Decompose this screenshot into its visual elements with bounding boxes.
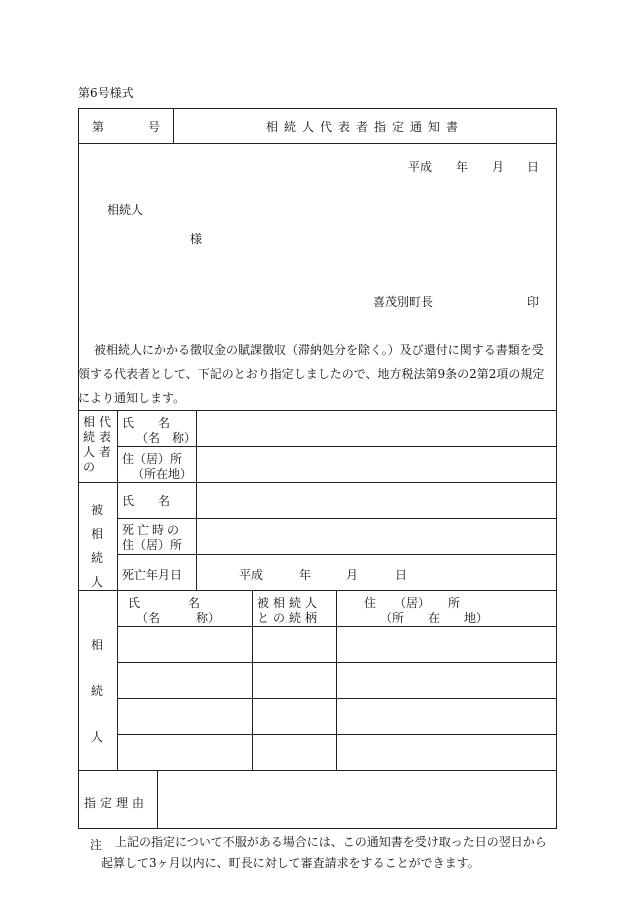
deceased-address-label-1: 死亡時の xyxy=(122,523,183,537)
death-date-month: 月 xyxy=(346,568,359,582)
form-number: 第6号様式 xyxy=(78,86,134,100)
heir-address-cell[interactable] xyxy=(340,701,552,731)
divider xyxy=(117,554,557,555)
addressee-honorific: 様 xyxy=(190,232,203,246)
notice-text: 被相続人にかかる徴収金の賦課徴収（滞納処分を除く。）及び還付に関する書類を受領する代表者として、下記のとおり指定しましたので、地方税法第9条の2第2項の規定により通知します。 xyxy=(78,343,545,405)
divider xyxy=(117,482,118,590)
deceased-address-label-2: 住（居）所 xyxy=(122,538,183,552)
reason-label: 指定理由 xyxy=(84,796,149,810)
heir-address-cell[interactable] xyxy=(340,629,552,659)
deceased-name-field[interactable] xyxy=(200,486,552,516)
divider xyxy=(336,590,337,770)
heir-name-cell[interactable] xyxy=(120,629,248,659)
heir-address-cell[interactable] xyxy=(340,737,552,767)
divider xyxy=(117,626,557,627)
heir-address-cell[interactable] xyxy=(340,665,552,695)
number-label-suffix: 号 xyxy=(148,120,161,134)
heir-name-cell[interactable] xyxy=(120,701,248,731)
heirs-col-relation-1: 被相続人 xyxy=(257,596,322,610)
death-date-day: 日 xyxy=(395,568,408,582)
representative-name-field[interactable] xyxy=(200,414,552,444)
deceased-name-label: 氏 名 xyxy=(122,494,171,508)
representative-address-field[interactable] xyxy=(200,450,552,480)
death-date-year: 年 xyxy=(299,568,312,582)
death-date-era: 平成 xyxy=(239,568,264,582)
number-label-prefix: 第 xyxy=(92,120,105,134)
addressee-label: 相続人 xyxy=(107,203,144,217)
divider xyxy=(78,770,557,771)
document-title: 相続人代表者指定通知書 xyxy=(265,120,464,134)
date-day: 日 xyxy=(527,160,540,174)
representative-name-sub: （名 称） xyxy=(136,431,197,445)
deceased-section-label: 被相続人 xyxy=(90,503,103,589)
heir-relation-cell[interactable] xyxy=(256,701,332,731)
heirs-col-address-2: （所 在 地） xyxy=(380,611,489,625)
heir-name-cell[interactable] xyxy=(120,737,248,767)
representative-address-sub: （所在地） xyxy=(132,467,193,481)
footnote-mark: 注 xyxy=(90,838,103,852)
divider xyxy=(196,410,197,590)
date-month: 月 xyxy=(492,160,505,174)
heir-relation-cell[interactable] xyxy=(256,665,332,695)
reason-field[interactable] xyxy=(162,774,552,824)
representative-name-label: 氏 名 xyxy=(122,416,171,430)
heir-name-cell[interactable] xyxy=(120,665,248,695)
divider xyxy=(117,590,118,770)
death-date-label: 死亡年月日 xyxy=(122,568,183,582)
divider xyxy=(78,590,557,591)
representative-section-label-col2: 代表者 xyxy=(98,415,111,459)
divider xyxy=(78,410,557,411)
divider xyxy=(157,770,158,829)
heirs-col-address-1: 住 （居） 所 xyxy=(364,596,461,610)
representative-section-label-col1: 相続人の xyxy=(82,415,95,474)
heir-relation-cell[interactable] xyxy=(256,629,332,659)
heirs-section-label: 相続人 xyxy=(90,638,103,744)
representative-address-label: 住（居）所 xyxy=(122,452,183,466)
heir-relation-cell[interactable] xyxy=(256,737,332,767)
divider xyxy=(117,662,557,663)
heirs-col-relation-2: との続柄 xyxy=(257,611,322,625)
divider xyxy=(117,446,557,447)
issuer-name: 喜茂別町長 xyxy=(373,295,434,309)
divider xyxy=(117,734,557,735)
heirs-col-name-2: （名 称） xyxy=(136,611,221,625)
seal-mark: 印 xyxy=(527,295,540,309)
divider xyxy=(78,482,557,483)
deceased-address-field[interactable] xyxy=(200,522,552,552)
footnote-text: 上記の指定について不服がある場合には、この通知書を受け取った日の翌日から起算して3ヶ月以内に、町長に対して審査請求をすることができます。 xyxy=(101,835,547,870)
divider xyxy=(117,518,557,519)
date-year: 年 xyxy=(456,160,469,174)
heirs-col-name-1: 氏 名 xyxy=(128,596,201,610)
divider xyxy=(78,143,557,144)
date-era: 平成 xyxy=(408,160,433,174)
divider xyxy=(117,698,557,699)
divider xyxy=(252,590,253,770)
